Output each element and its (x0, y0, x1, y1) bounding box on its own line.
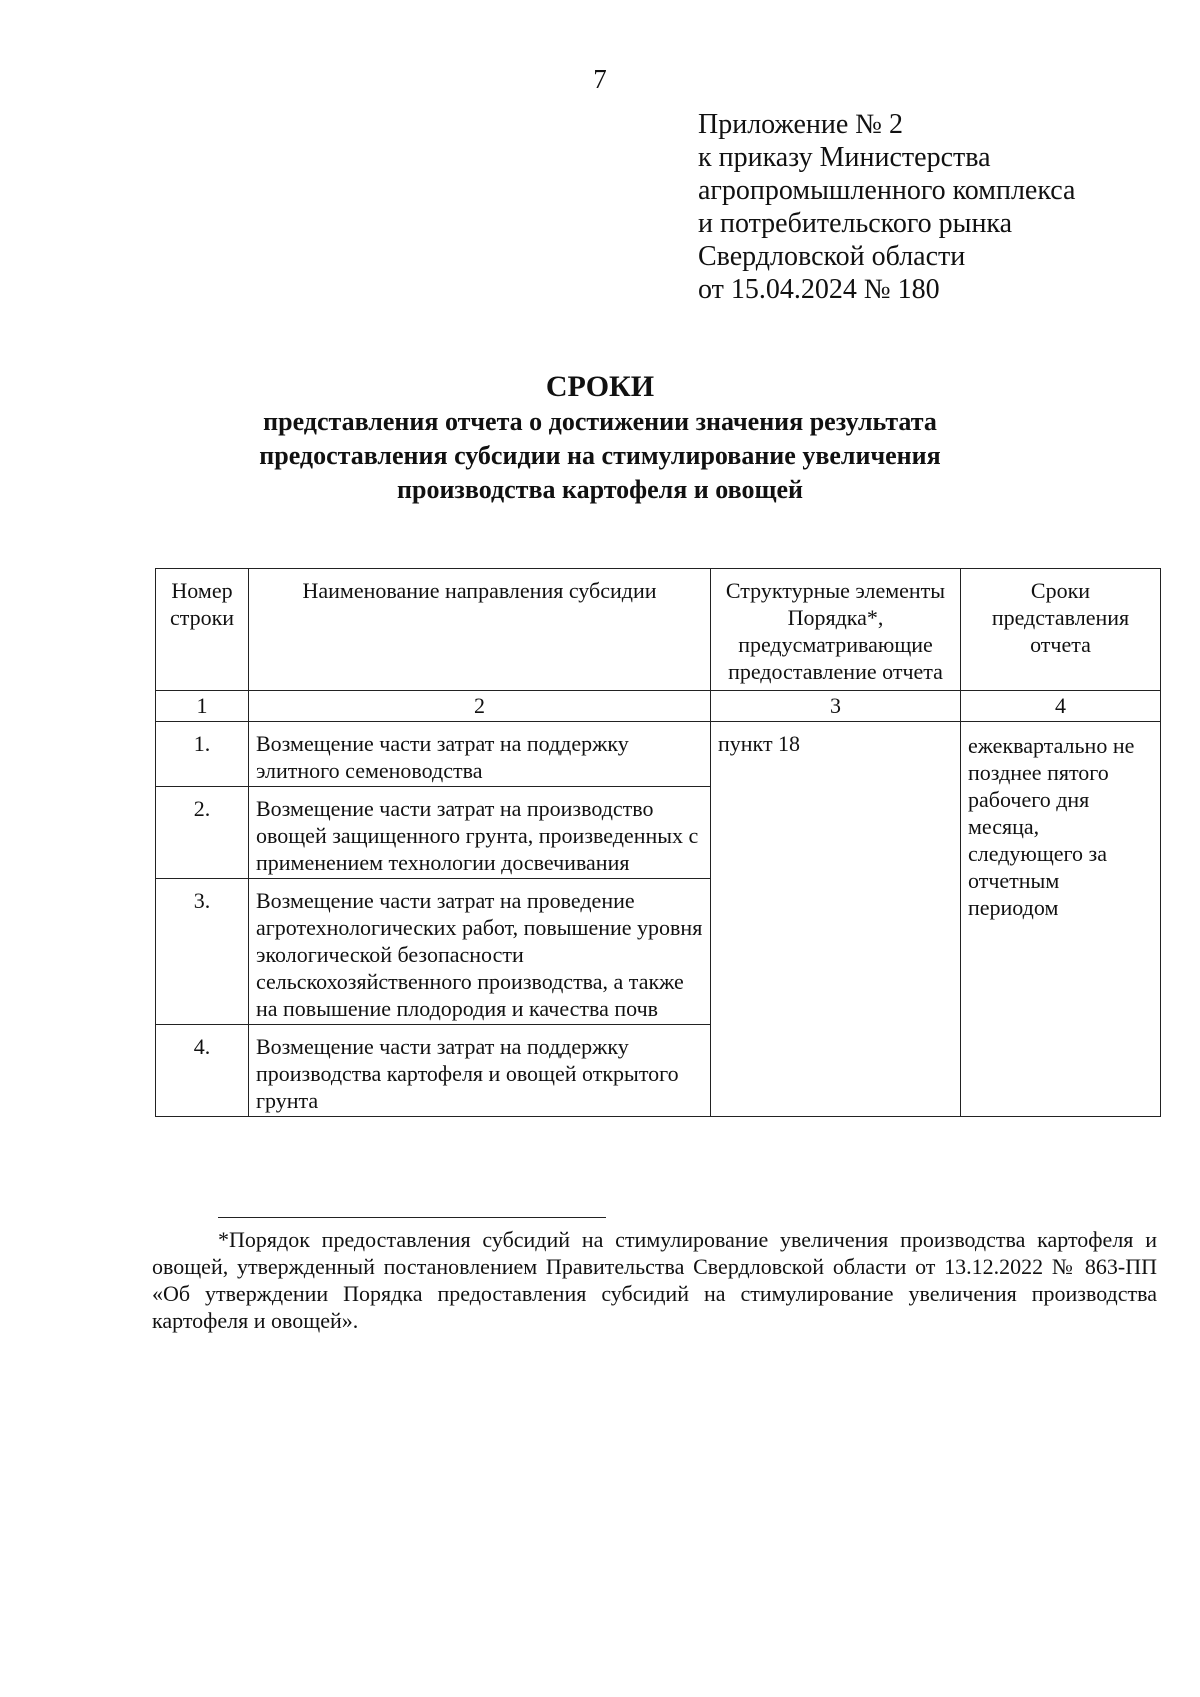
appendix-line: к приказу Министерства (698, 142, 991, 173)
header-name: Наименование направления субсидии (249, 569, 711, 691)
row-name: Возмещение части затрат на поддержку элитного семеноводства (249, 722, 711, 787)
deadlines-table (155, 568, 1161, 1117)
title-main: СРОКИ (545, 370, 655, 403)
row-number: 3. (156, 879, 249, 1025)
row-number: 1. (156, 722, 249, 787)
appendix-line: и потребительского рынка (698, 208, 1013, 239)
deadlines-table-wrap (155, 568, 1160, 1117)
header-num: Номер строки (156, 569, 249, 691)
header-struct: Структурные элементы Порядка*, предусматривающие предоставление отчета (711, 569, 961, 691)
appendix-line: Приложение № 2 (698, 109, 903, 140)
appendix-line: агропромышленного комплекса (698, 175, 1076, 206)
header-term: Сроки представления отчета (961, 569, 1161, 691)
struct-elements-cell: пункт 18 (711, 722, 961, 1117)
title-line: производства картофеля и овощей (397, 475, 803, 504)
report-term-cell: ежеквартально не позднее пятого рабочего дня месяца, следующего за отчетным периодом (961, 722, 1161, 1117)
title-line: предоставления субсидии на стимулирование увеличения (259, 441, 941, 470)
document-title (0, 369, 1200, 507)
appendix-block (698, 108, 1075, 306)
row-number: 4. (156, 1025, 249, 1117)
title-line: представления отчета о достижении значения результата (263, 407, 937, 436)
appendix-line: от 15.04.2024 № 180 (698, 274, 940, 305)
index-cell: 2 (249, 691, 711, 722)
row-number: 2. (156, 787, 249, 879)
index-cell: 1 (156, 691, 249, 722)
table-index-row (156, 691, 1161, 722)
row-name: Возмещение части затрат на производство овощей защищенного грунта, произведенных с применением технологии досвечивания (249, 787, 711, 879)
index-cell: 3 (711, 691, 961, 722)
footnote-divider (218, 1217, 606, 1218)
row-name: Возмещение части затрат на поддержку производства картофеля и овощей открытого грунта (249, 1025, 711, 1117)
footnote: *Порядок предоставления субсидий на стимулирование увеличения производства картофеля и овощей, утвержденный постановлением Правительства Свердловской области от 13.12.2022 № 863-ПП «Об утверждении Порядка предоставления субсидий на стимулирование увеличения производства картофеля и овощей». (152, 1227, 1157, 1333)
appendix-line: Свердловской области (698, 241, 966, 272)
table-row (156, 722, 1161, 787)
index-cell: 4 (961, 691, 1161, 722)
table-header-row (156, 569, 1161, 691)
row-name: Возмещение части затрат на проведение агротехнологических работ, повышение уровня экологической безопасности сельскохозяйственного производства, а также на повышение плодородия и качества почв (249, 879, 711, 1025)
page-number: 7 (593, 64, 607, 94)
